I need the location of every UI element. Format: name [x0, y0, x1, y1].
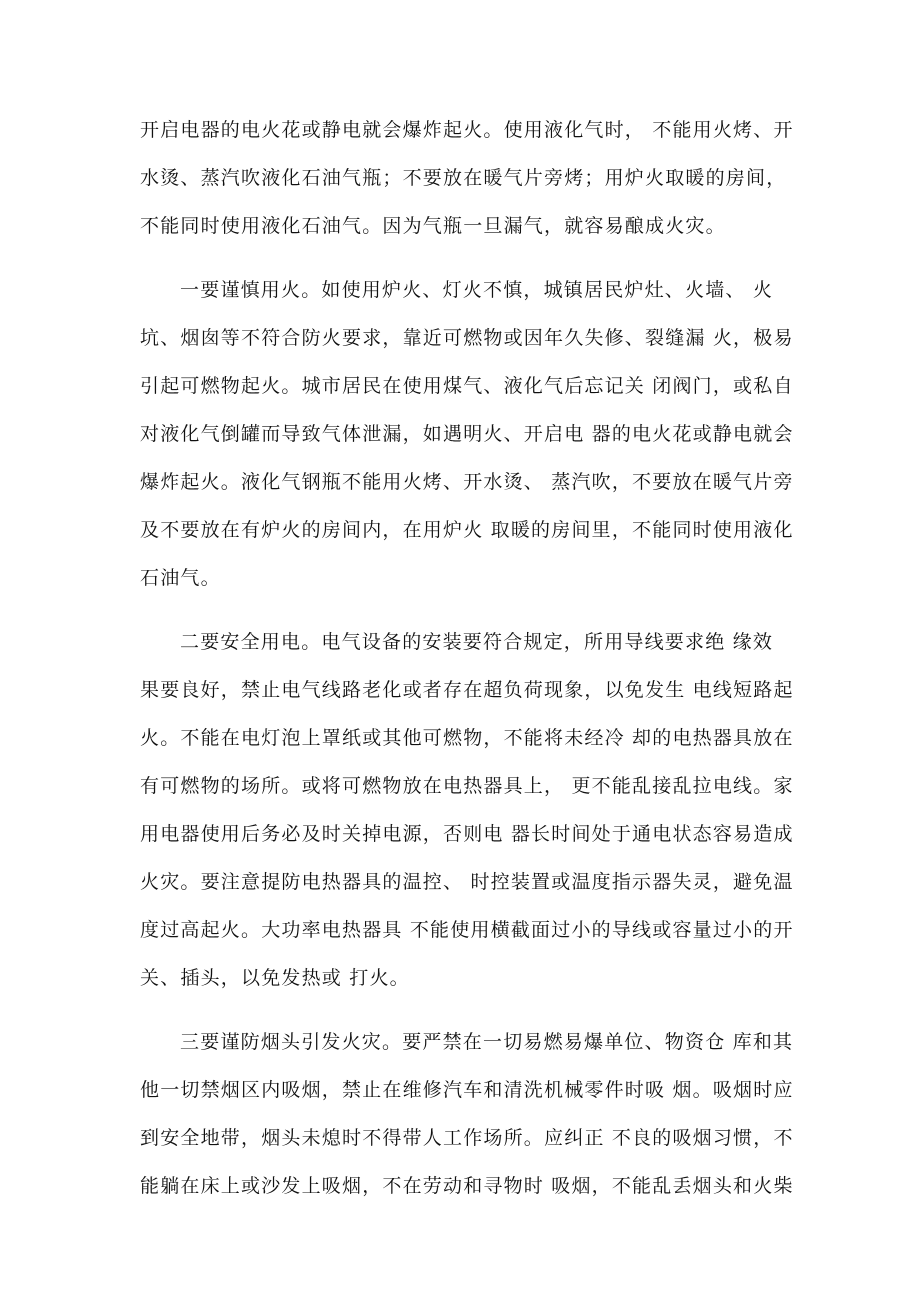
text-line: 关、插头，以免发热或 打火。 — [140, 967, 410, 989]
text-line: 水烫、蒸汽吹液化石油气瓶；不要放在暖气片旁烤；用炉火取暖的房间， — [140, 167, 787, 189]
text-line: 果要良好，禁止电气线路老化或者存在超负荷现象，以免发生 电线短路起 — [140, 679, 794, 701]
text-line: 火。不能在电灯泡上罩纸或其他可燃物，不能将未经冷 却的电热器具放在 — [140, 727, 794, 749]
paragraph-first-line: 一要谨慎用火。如使用炉火、灯火不慎，城镇居民炉灶、火墙、 火 — [180, 279, 774, 301]
text-line: 石油气。 — [140, 567, 221, 589]
text-line: 能躺在床上或沙发上吸烟，不在劳动和寻物时 吸烟，不能乱丢烟头和火柴 — [140, 1175, 794, 1197]
paragraph-first-line: 三要谨防烟头引发火灾。要严禁在一切易燃易爆单位、物资仓 库和其 — [180, 1031, 794, 1053]
text-line: 到安全地带，烟头未熄时不得带人工作场所。应纠正 不良的吸烟习惯，不 — [140, 1127, 794, 1149]
text-line: 爆炸起火。液化气钢瓶不能用火烤、开水烫、 蒸汽吹，不要放在暖气片旁 — [140, 471, 794, 493]
text-line: 对液化气倒罐而导致气体泄漏，如遇明火、开启电 器的电火花或静电就会 — [140, 423, 794, 445]
text-line: 度过高起火。大功率电热器具 不能使用横截面过小的导线或容量过小的开 — [140, 919, 794, 941]
text-line: 有可燃物的场所。或将可燃物放在电热器具上， 更不能乱接乱拉电线。家 — [140, 775, 794, 797]
text-line: 开启电器的电火花或静电就会爆炸起火。使用液化气时， 不能用火烤、开 — [140, 119, 794, 141]
text-line: 引起可燃物起火。城市居民在使用煤气、液化气后忘记关 闭阀门，或私自 — [140, 375, 794, 397]
text-line: 用电器使用后务必及时关掉电源，否则电 器长时间处于通电状态容易造成 — [140, 823, 794, 845]
text-line: 及不要放在有炉火的房间内，在用炉火 取暖的房间里，不能同时使用液化 — [140, 519, 794, 541]
text-line: 不能同时使用液化石油气。因为气瓶一旦漏气，就容易酿成火灾。 — [140, 215, 726, 237]
paragraph-first-line: 二要安全用电。电气设备的安装要符合规定，所用导线要求绝 缘效 — [180, 631, 774, 653]
text-line: 火灾。要注意提防电热器具的温控、 时控装置或温度指示器失灵，避免温 — [140, 871, 794, 893]
text-line: 坑、烟囱等不符合防火要求，靠近可燃物或因年久失修、裂缝漏 火，极易 — [140, 327, 794, 349]
text-line: 他一切禁烟区内吸烟，禁止在维修汽车和清洗机械零件时吸 烟。吸烟时应 — [140, 1079, 794, 1101]
